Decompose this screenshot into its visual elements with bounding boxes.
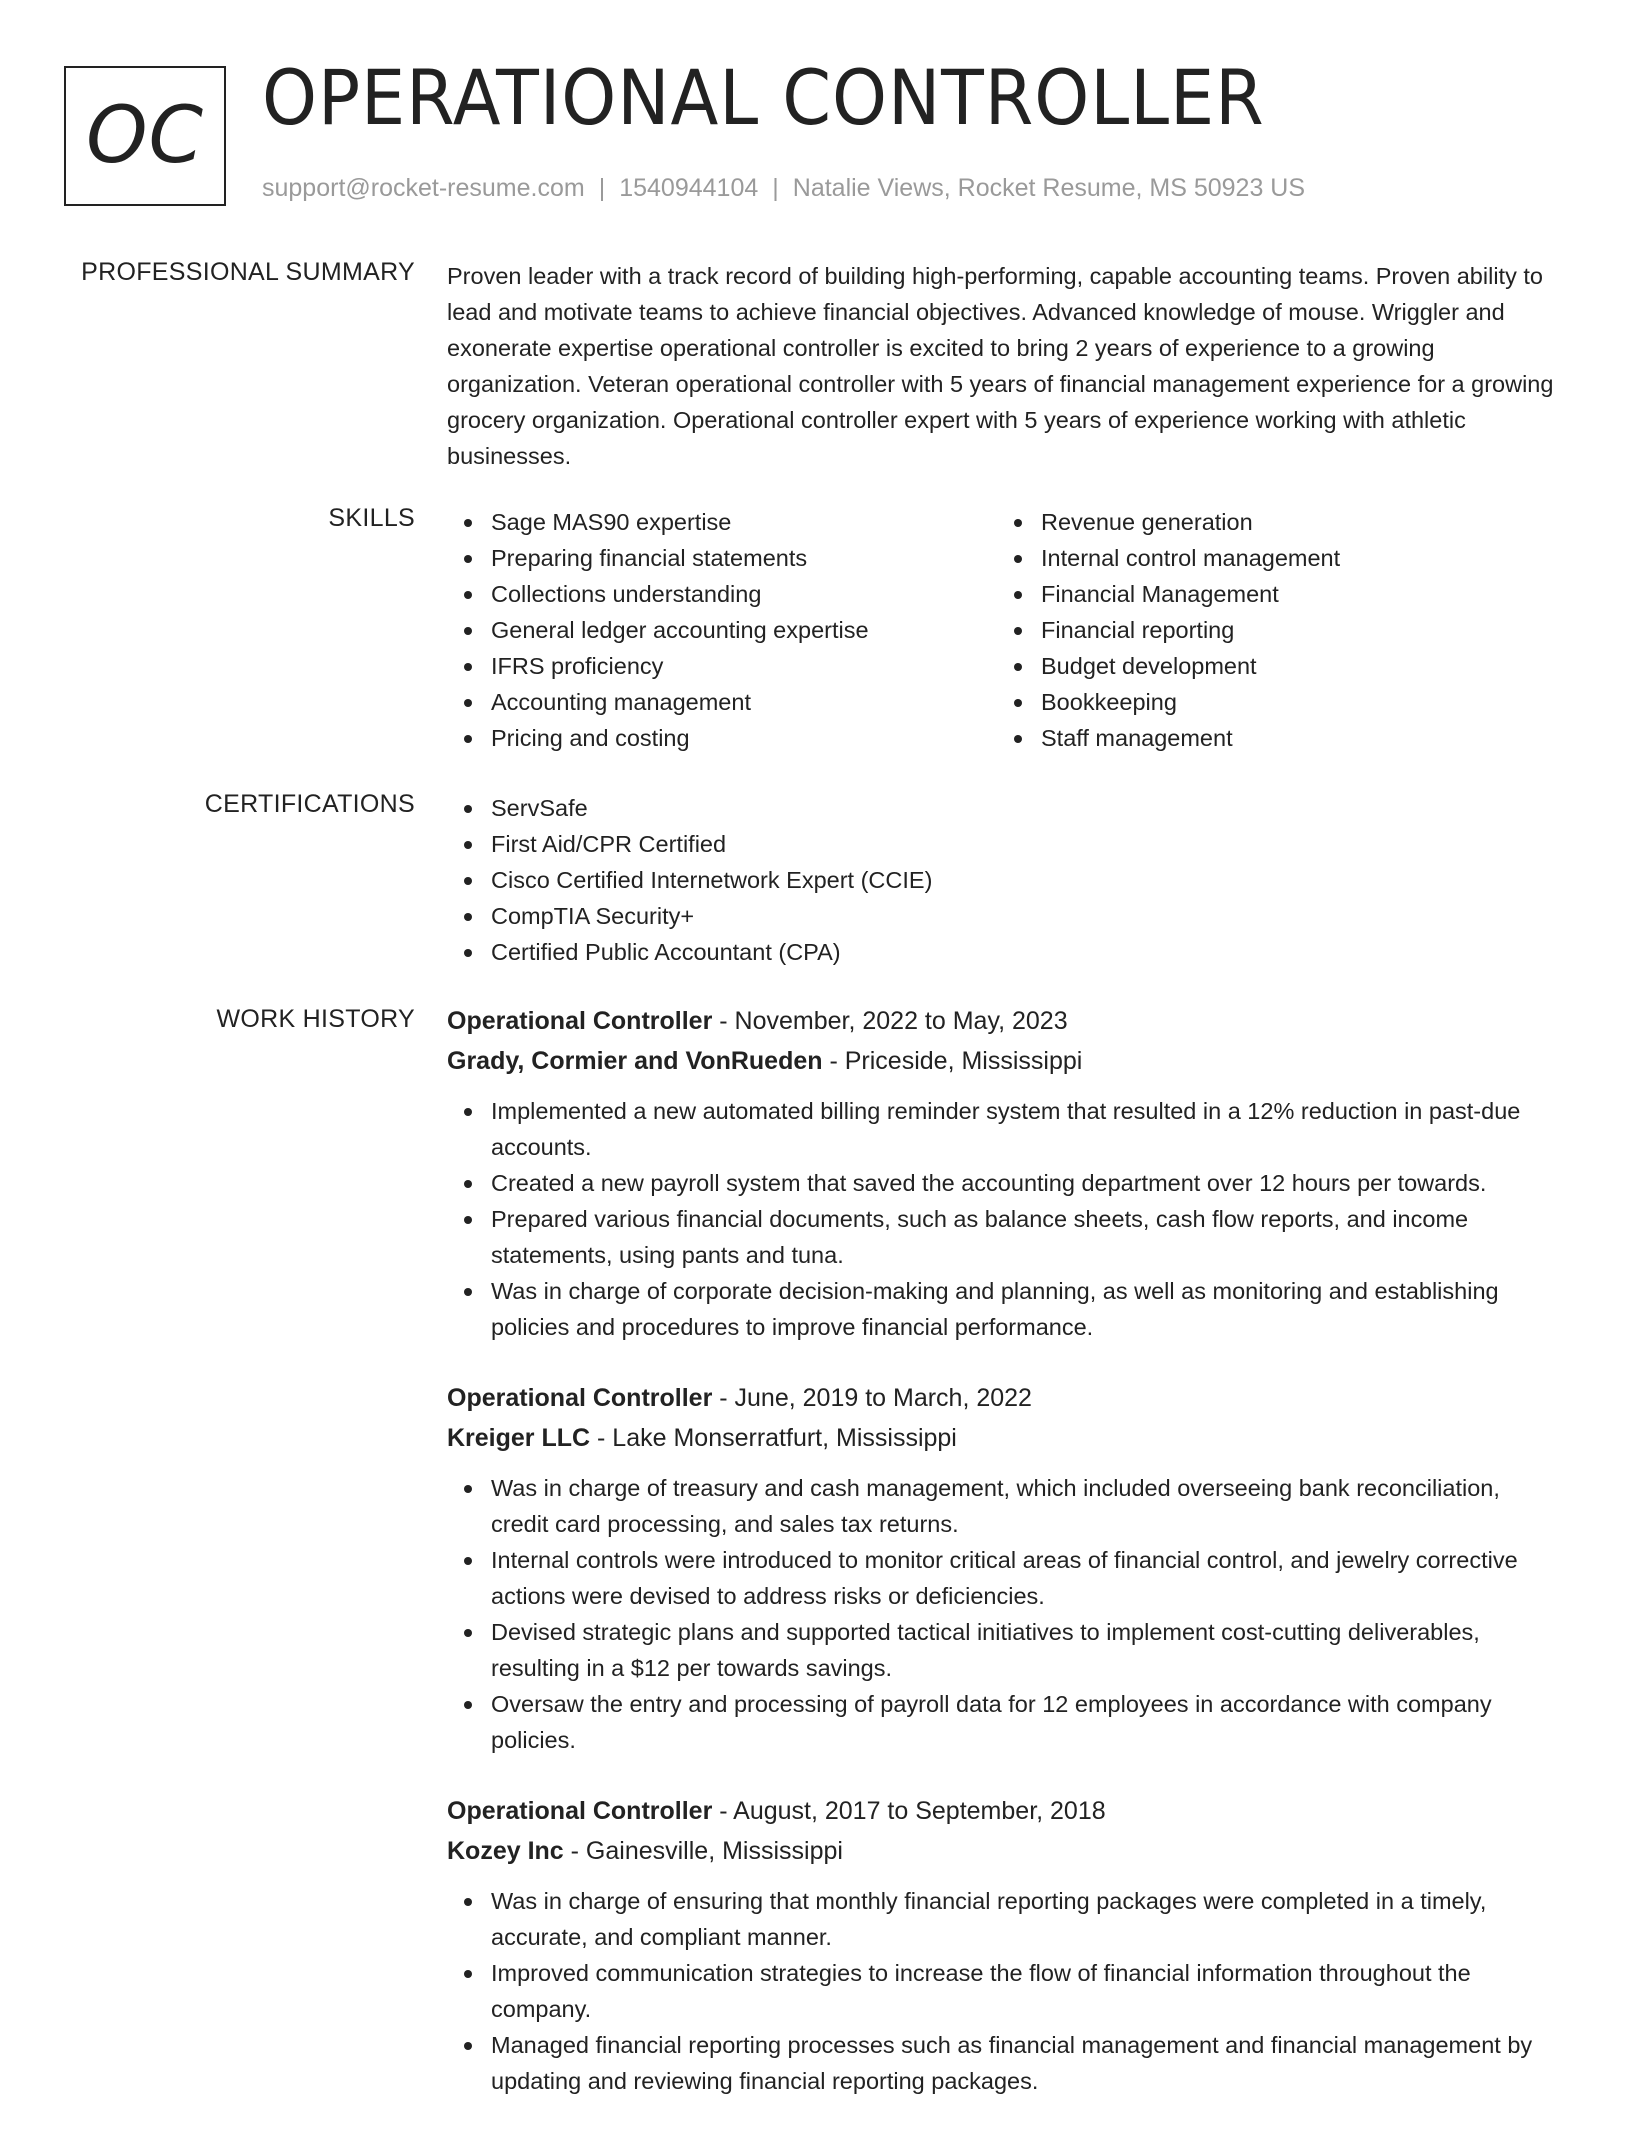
job-dates: - November, 2022 to May, 2023: [712, 1007, 1068, 1035]
job-entry: [447, 1378, 1557, 1758]
list-item: Budget development: [997, 648, 1547, 684]
job-entry: [447, 1791, 1557, 2099]
list-item: Internal control management: [997, 540, 1547, 576]
job-title: Operational Controller: [447, 1007, 713, 1035]
job-title: Operational Controller: [447, 1797, 713, 1825]
contact-line: [262, 174, 1305, 203]
contact-phone: 1540944104: [619, 174, 759, 202]
list-item: CompTIA Security+: [447, 898, 1557, 934]
skills-list-right: [997, 504, 1547, 756]
list-item: Cisco Certified Internetwork Expert (CCIE): [447, 862, 1557, 898]
certifications-list: [447, 790, 1557, 970]
job-company-line: [447, 1831, 1557, 1871]
list-item: Bookkeeping: [997, 684, 1547, 720]
job-bullets: [447, 1883, 1557, 2099]
list-item: Oversaw the entry and processing of payroll data for 12 employees in accordance with company policies.: [447, 1686, 1557, 1758]
job-title-line: [447, 1001, 1557, 1041]
list-item: Was in charge of treasury and cash management, which included overseeing bank reconciliation, credit card processing, and sales tax returns.: [447, 1470, 1557, 1542]
list-item: Prepared various financial documents, such as balance sheets, cash flow reports, and income statements, using pants and tuna.: [447, 1201, 1557, 1273]
summary-heading: PROFESSIONAL SUMMARY: [81, 258, 415, 286]
summary-text: Proven leader with a track record of building high-performing, capable accounting teams. Proven ability to lead and motivate teams to achieve financial objectives. Advanced knowledge of mouse. Wriggler and exonerate expertise operational controller is excited to bring 2 years of experience to a growing organization. Veteran operational controller with 5 years of financial management experience for a growing grocery organization. Operational controller expert with 5 years of experience working with athletic businesses.: [447, 263, 1554, 469]
job-company-line: [447, 1041, 1557, 1081]
work-history-heading: WORK HISTORY: [216, 1005, 415, 1033]
summary-body: [447, 258, 1557, 474]
list-item: ServSafe: [447, 790, 1557, 826]
job-title: Operational Controller: [447, 1384, 713, 1412]
job-company: Kozey Inc: [447, 1837, 564, 1865]
job-location: - Lake Monserratfurt, Mississippi: [590, 1424, 957, 1452]
contact-separator: |: [598, 174, 606, 202]
certifications-body: [447, 790, 1557, 970]
skills-body: [447, 504, 1557, 756]
job-title-line: [447, 1378, 1557, 1418]
list-item: Was in charge of ensuring that monthly financial reporting packages were completed in a timely, accurate, and compliant manner.: [447, 1883, 1557, 1955]
list-item: Financial reporting: [997, 612, 1547, 648]
list-item: General ledger accounting expertise: [447, 612, 997, 648]
list-item: Created a new payroll system that saved the accounting department over 12 hours per towards.: [447, 1165, 1557, 1201]
monogram-box: [64, 66, 226, 206]
list-item: Improved communication strategies to increase the flow of financial information throughout the company.: [447, 1955, 1557, 2027]
list-item: Was in charge of corporate decision-making and planning, as well as monitoring and establishing policies and procedures to improve financial performance.: [447, 1273, 1557, 1345]
list-item: Revenue generation: [997, 504, 1547, 540]
list-item: First Aid/CPR Certified: [447, 826, 1557, 862]
list-item: Accounting management: [447, 684, 997, 720]
list-item: Staff management: [997, 720, 1547, 756]
list-item: Managed financial reporting processes such as financial management and financial management by updating and reviewing financial reporting packages.: [447, 2027, 1557, 2099]
job-location: - Priceside, Mississippi: [822, 1047, 1083, 1075]
contact-separator: |: [772, 174, 779, 202]
list-item: Internal controls were introduced to monitor critical areas of financial control, and jewelry corrective actions were devised to address risks or deficiencies.: [447, 1542, 1557, 1614]
list-item: Sage MAS90 expertise: [447, 504, 997, 540]
job-bullets: [447, 1093, 1557, 1345]
contact-address: Natalie Views, Rocket Resume, MS 50923 US: [792, 174, 1306, 202]
contact-email: support@rocket-resume.com: [262, 174, 585, 202]
job-dates: - August, 2017 to September, 2018: [712, 1797, 1106, 1825]
job-company: Kreiger LLC: [447, 1424, 591, 1452]
list-item: Certified Public Accountant (CPA): [447, 934, 1557, 970]
job-company: Grady, Cormier and VonRueden: [447, 1047, 823, 1075]
monogram-text: OC: [86, 91, 204, 181]
list-item: Pricing and costing: [447, 720, 997, 756]
page-title: OPERATIONAL CONTROLLER: [262, 53, 1265, 142]
job-bullets: [447, 1470, 1557, 1758]
job-location: - Gainesville, Mississippi: [563, 1837, 843, 1865]
list-item: Implemented a new automated billing reminder system that resulted in a 12% reduction in past-due accounts.: [447, 1093, 1557, 1165]
work-history-body: [447, 1001, 1557, 2132]
list-item: Devised strategic plans and supported tactical initiatives to implement cost-cutting deliverables, resulting in a $12 per towards savings.: [447, 1614, 1557, 1686]
job-entry: [447, 1001, 1557, 1345]
list-item: Preparing financial statements: [447, 540, 997, 576]
job-dates: - June, 2019 to March, 2022: [712, 1384, 1032, 1412]
list-item: Collections understanding: [447, 576, 997, 612]
job-title-line: [447, 1791, 1557, 1831]
list-item: IFRS proficiency: [447, 648, 997, 684]
skills-list-left: [447, 504, 997, 756]
certifications-heading: CERTIFICATIONS: [204, 790, 415, 818]
job-company-line: [447, 1418, 1557, 1458]
skills-heading: SKILLS: [328, 504, 415, 532]
list-item: Financial Management: [997, 576, 1547, 612]
